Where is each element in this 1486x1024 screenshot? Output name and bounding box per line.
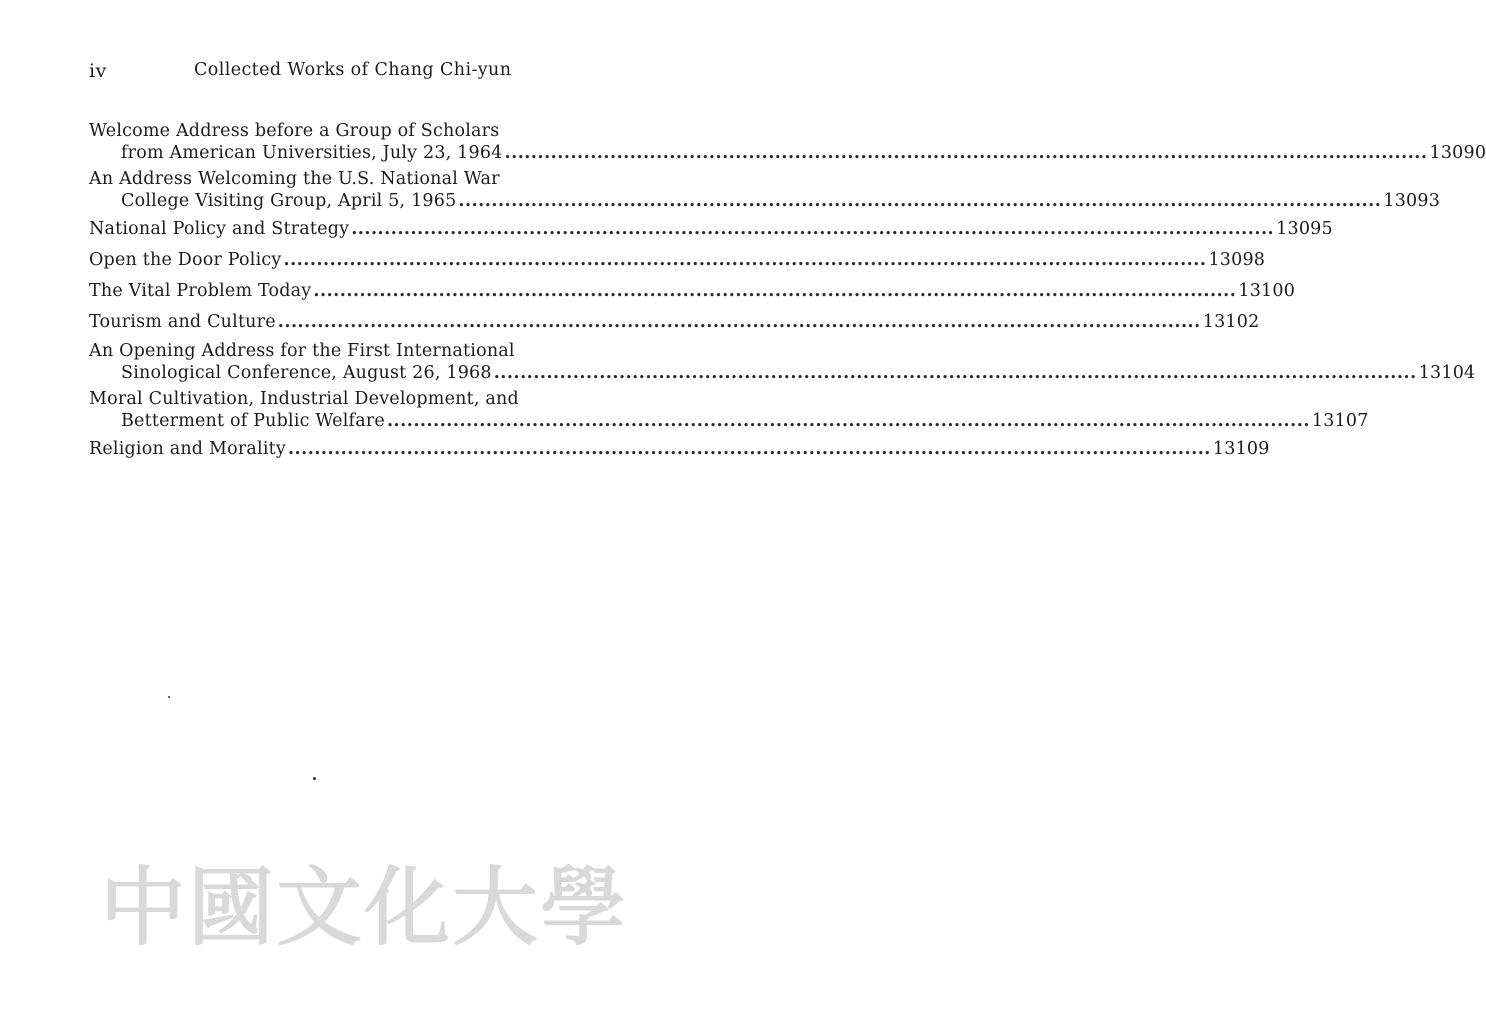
running-title: Collected Works of Chang Chi-yun: [194, 60, 512, 80]
toc-entry-page-number: 13102: [1202, 312, 1260, 332]
toc-entry-title-line: [89, 216, 1333, 243]
toc-entry-continuation-line: [89, 362, 1476, 384]
page-number: iv: [89, 60, 107, 82]
toc-entry: [89, 247, 1266, 274]
toc-entry-title: An Opening Address for the First International: [89, 341, 515, 361]
toc-entry-title: Tourism and Culture: [89, 312, 276, 332]
toc-entry: [89, 216, 1333, 243]
dot-leader: ............................................................................................................................................: [287, 439, 1211, 459]
toc-entry-title-line: [89, 340, 649, 362]
toc-entry: [89, 278, 1296, 305]
toc-entry-page-number: 13107: [1311, 411, 1369, 431]
dot-leader: ............................................................................................................................................: [313, 281, 1237, 301]
dot-leader: ............................................................................................................................................: [493, 363, 1417, 383]
toc-entry: [89, 168, 1441, 212]
dot-leader: ............................................................................................................................................: [351, 219, 1275, 239]
paper-speck: [313, 777, 316, 780]
toc-entry-title: Betterment of Public Welfare: [121, 411, 385, 431]
dot-leader: ............................................................................................................................................: [386, 411, 1310, 431]
toc-entry-title: An Address Welcoming the U.S. National War: [89, 169, 500, 189]
toc-entry-title-line: [89, 436, 1270, 463]
dot-leader: ............................................................................................................................................: [458, 191, 1382, 211]
toc-entry-title: Moral Cultivation, Industrial Development, and: [89, 389, 519, 409]
toc-entry-title: Religion and Morality: [89, 439, 286, 459]
watermark-text: 中國文化大學: [100, 858, 628, 958]
toc-entry: [89, 388, 1369, 432]
dot-leader: ............................................................................................................................................: [277, 312, 1201, 332]
university-watermark: [100, 845, 628, 958]
toc-entry-title: National Policy and Strategy: [89, 219, 350, 239]
toc-entry-page-number: 13090: [1429, 143, 1486, 163]
toc-entry-continuation-line: [89, 142, 1486, 164]
toc-entry-title: Open the Door Policy: [89, 250, 282, 270]
toc-entry-title: Sinological Conference, August 26, 1968: [121, 363, 492, 383]
toc-entry: [89, 436, 1270, 463]
toc-entry-title-line: [89, 120, 649, 142]
paper-speck: [168, 696, 170, 698]
toc-entry-title: Welcome Address before a Group of Scholars: [89, 121, 500, 141]
toc-entry-title: The Vital Problem Today: [89, 281, 312, 301]
toc-entry-title-line: [89, 278, 1296, 305]
table-of-contents: [89, 120, 1486, 467]
toc-entry-page-number: 13098: [1208, 250, 1266, 270]
toc-entry: [89, 340, 1476, 384]
toc-entry: [89, 120, 1486, 164]
toc-entry-page-number: 13104: [1418, 363, 1476, 383]
toc-entry-title: from American Universities, July 23, 1964: [121, 143, 503, 163]
page-header: [89, 60, 649, 84]
dot-leader: ............................................................................................................................................: [504, 143, 1428, 163]
toc-entry-title-line: [89, 388, 649, 410]
toc-entry-title: College Visiting Group, April 5, 1965: [121, 191, 457, 211]
toc-entry-title-line: [89, 309, 1260, 336]
toc-entry-page-number: 13109: [1212, 439, 1270, 459]
toc-entry-page-number: 13100: [1238, 281, 1296, 301]
toc-entry-continuation-line: [89, 410, 1369, 432]
toc-entry-page-number: 13095: [1276, 219, 1333, 239]
toc-entry-page-number: 13093: [1383, 191, 1441, 211]
toc-entry: [89, 309, 1260, 336]
toc-entry-title-line: [89, 168, 649, 190]
dot-leader: ............................................................................................................................................: [283, 250, 1207, 270]
toc-entry-title-line: [89, 247, 1266, 274]
toc-entry-continuation-line: [89, 190, 1441, 212]
